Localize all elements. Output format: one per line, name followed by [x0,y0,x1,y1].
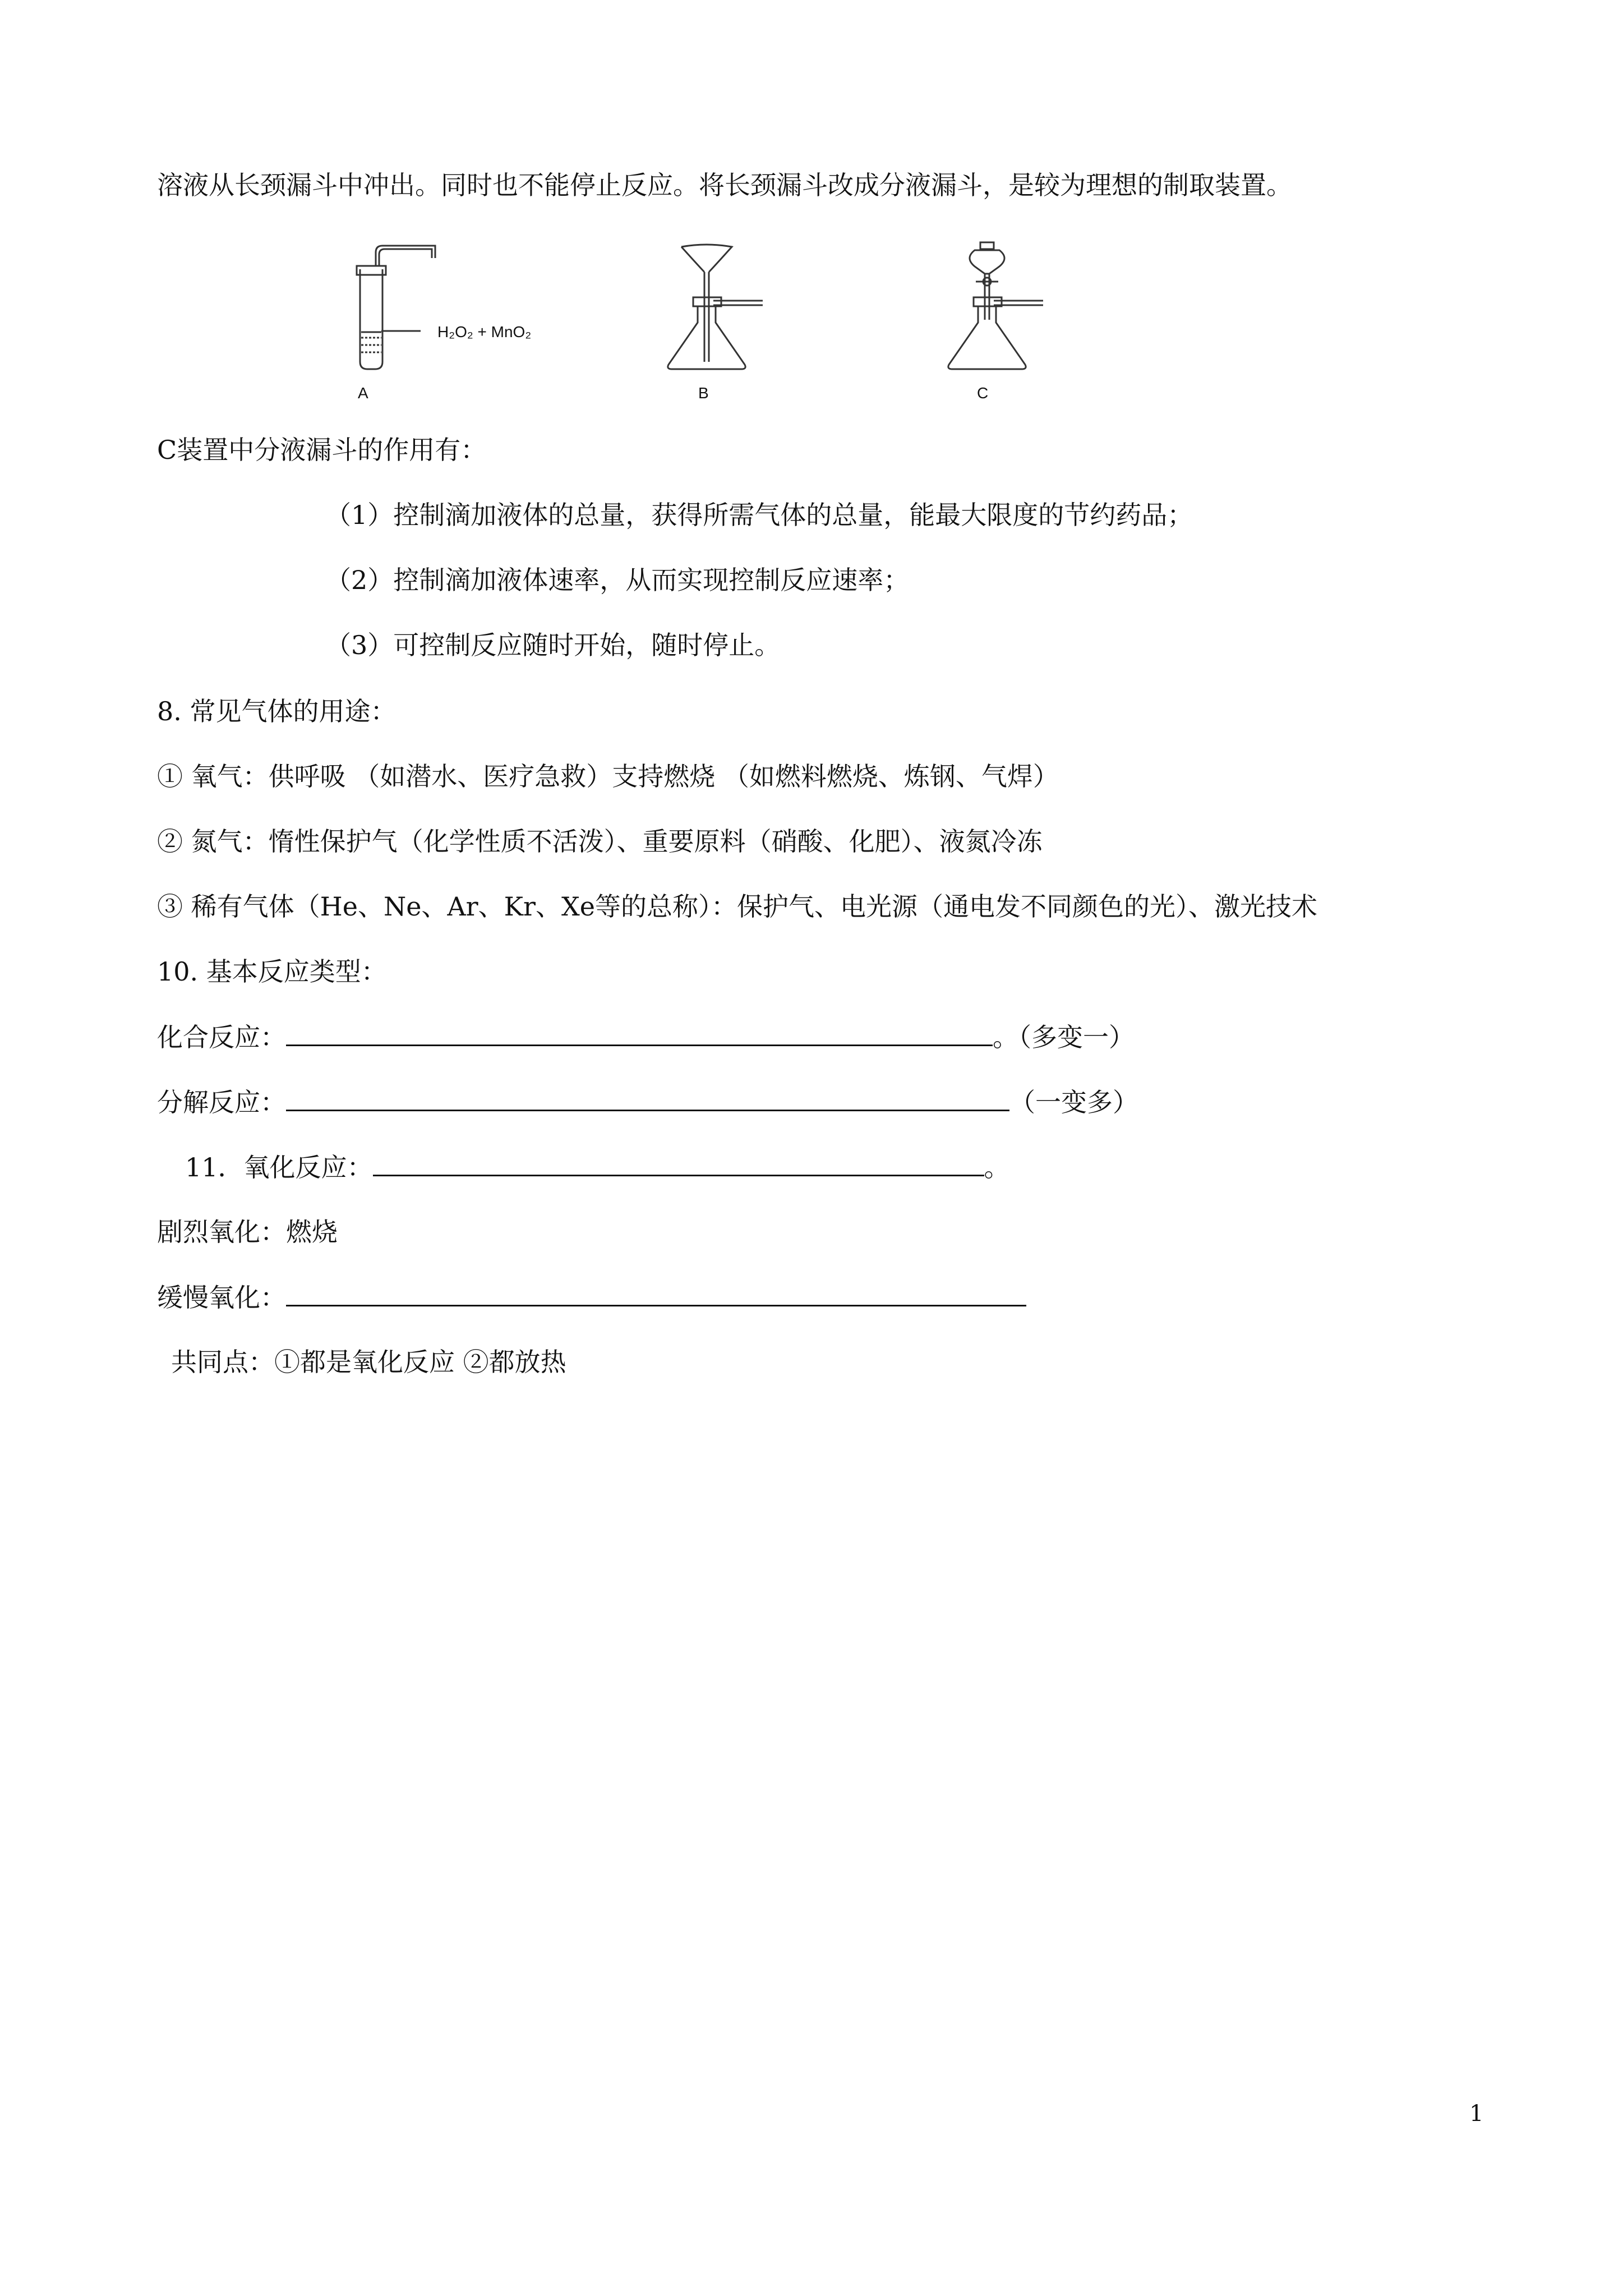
intro-paragraph: 溶液从长颈漏斗中冲出。同时也不能停止反应。将长颈漏斗改成分液漏斗，是较为理想的制取装置。 [157,170,1292,200]
slow-oxidation-row [157,1280,1026,1314]
gas-use-oxygen: ① 氧气：供呼吸 （如潜水、医疗急救）支持燃烧 （如燃料燃烧、炼钢、气焊） [157,761,1059,792]
page-number: 1 [1469,2101,1484,2127]
apparatus-c-flask [931,241,1077,376]
common-points: 共同点：①都是氧化反应 ②都放热 [171,1347,566,1377]
apparatus-figure [0,241,1623,409]
section-8-heading: 8. 常见气体的用途： [157,696,396,726]
decomposition-suffix: （一变多） [1009,1087,1138,1117]
gas-use-nitrogen: ② 氮气：惰性保护气（化学性质不活泼）、重要原料（硝酸、化肥）、液氮冷冻 [157,826,1043,857]
apparatus-b-flask [651,241,796,376]
decomposition-blank[interactable] [286,1085,1009,1111]
c-device-heading: C装置中分液漏斗的作用有： [157,435,487,465]
oxidation-suffix: 。 [984,1152,1010,1182]
apparatus-b-label: B [698,384,709,402]
gas-use-noble-gases: ③ 稀有气体（He、Ne、Ar、Kr、Xe等的总称）：保护气、电光源（通电发不同颜色的光）、激光技术 [157,891,1317,922]
oxidation-label: 11．氧化反应： [185,1152,373,1182]
apparatus-a-label: A [358,384,368,402]
c-device-point-3: （3）可控制反应随时开始，随时停止。 [325,630,781,660]
oxidation-blank[interactable] [373,1150,984,1176]
combination-blank[interactable] [286,1020,993,1046]
combination-reaction-row [157,1020,1135,1054]
vigorous-oxidation: 剧烈氧化：燃烧 [157,1217,338,1247]
decomposition-label: 分解反应： [157,1087,286,1117]
c-device-point-1: （1）控制滴加液体的总量，获得所需气体的总量，能最大限度的节约药品； [325,500,1193,530]
apparatus-a-test-tube [336,241,538,370]
combination-suffix: 。（多变一） [993,1022,1135,1052]
combination-label: 化合反应： [157,1022,286,1052]
apparatus-c-label: C [977,384,989,402]
slow-oxidation-blank[interactable] [286,1280,1026,1306]
decomposition-reaction-row [157,1085,1138,1119]
c-device-point-2: （2）控制滴加液体速率，从而实现控制反应速率； [325,565,910,595]
reagent-label: H₂O₂ + MnO₂ [437,323,532,341]
oxidation-reaction-row [185,1150,1010,1184]
slow-oxidation-label: 缓慢氧化： [157,1282,286,1313]
section-10-heading: 10. 基本反应类型： [157,956,387,987]
